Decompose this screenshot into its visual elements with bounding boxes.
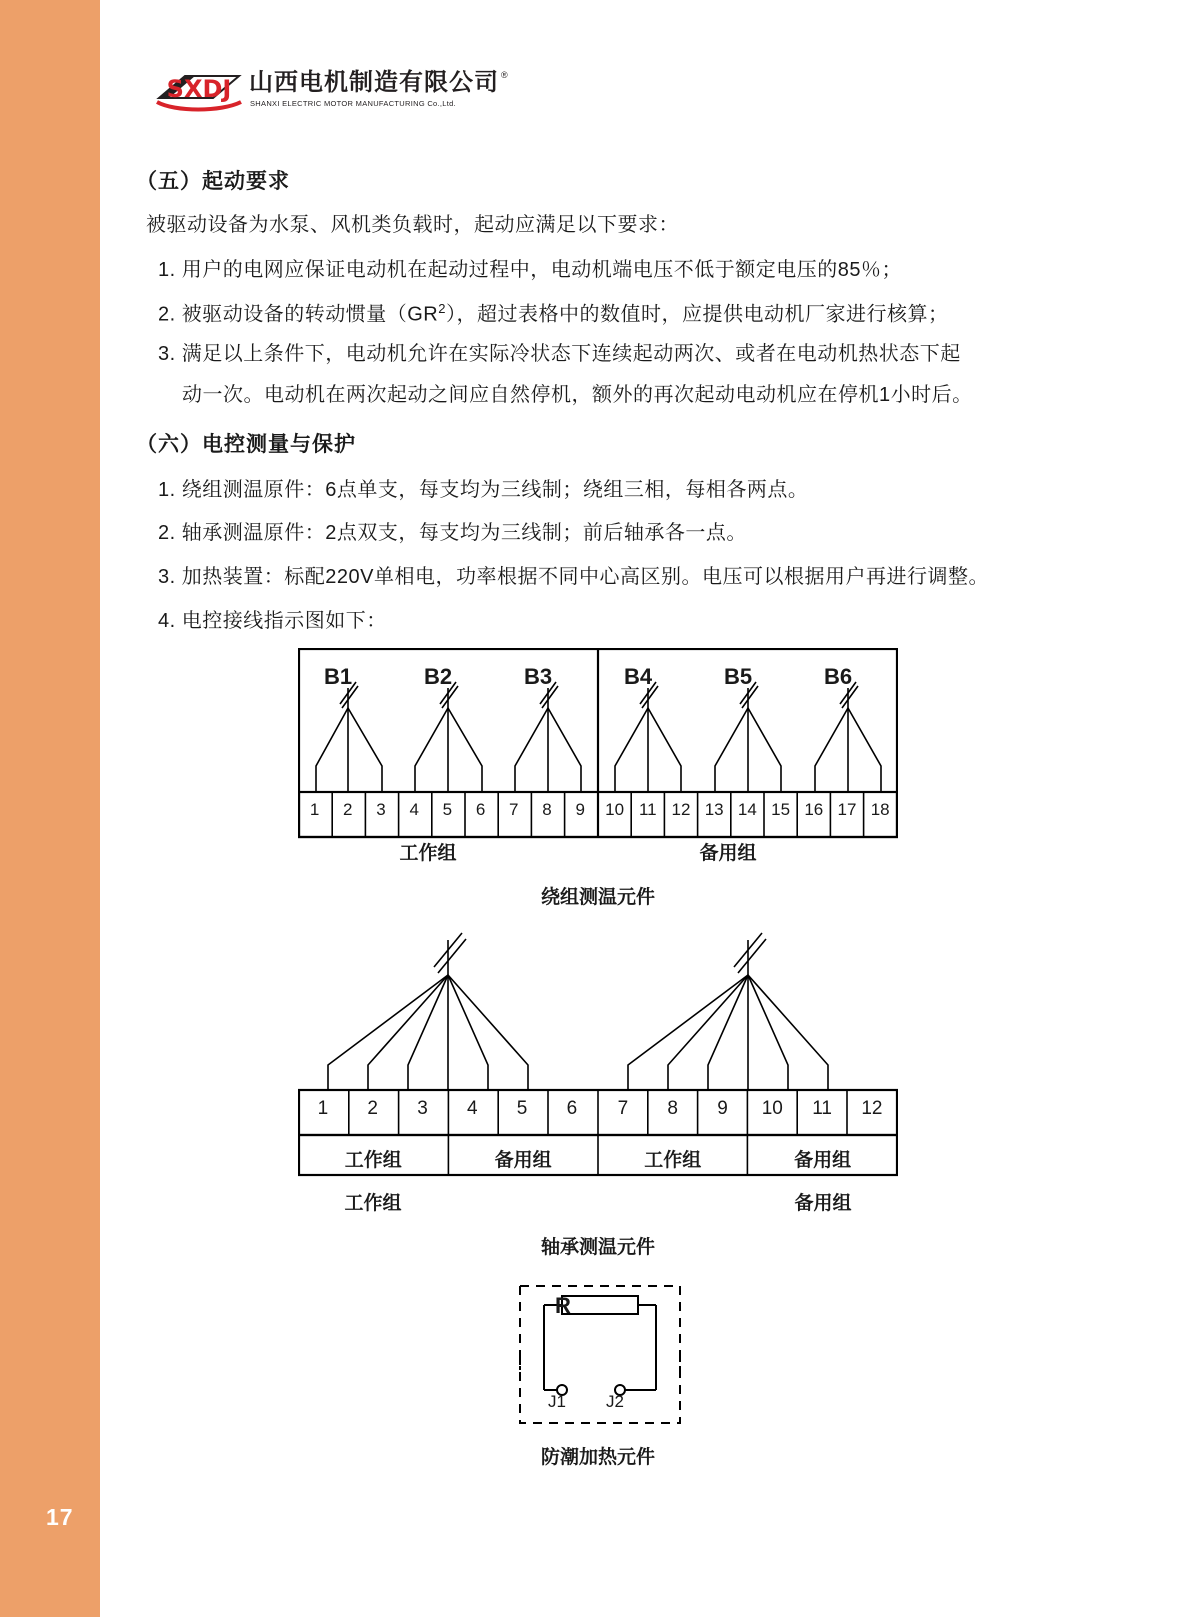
terminal-number: 4 [467,1098,478,1119]
registered-mark-icon: ® [501,70,508,81]
section-5-item-2-sup: 2 [438,301,446,316]
terminal-number: 11 [638,800,657,819]
terminal-number: 1 [309,800,320,819]
terminal-number: 14 [737,800,757,819]
logo-abbr: SXDJ [166,75,232,103]
terminal-number: 3 [376,800,386,819]
company-name-cn: 山西电机制造有限公司 [249,69,499,97]
terminal-number: 3 [417,1098,428,1119]
resistor-label: R [555,1293,571,1318]
terminal-number: 9 [717,1098,728,1119]
section-5-intro: 被驱动设备为水泵、风机类负载时，起动应满足以下要求： [146,214,679,236]
section-title-6: （六）电控测量与保护 [136,433,356,456]
page-number: 17 [46,1504,74,1530]
terminal-number: 6 [566,1098,578,1119]
terminal-number: 4 [409,800,419,819]
terminal-number: 12 [671,800,691,819]
section-5-item-2 [158,294,948,330]
terminal-number: 16 [804,800,824,819]
section-6-item-3: 3. 加热装置：标配220V单相电，功率根据不同中心高区别。电压可以根据用户再进行调整。 [158,566,989,588]
terminal-number: 10 [605,800,625,819]
heater-terminal-j2: J2 [606,1392,624,1411]
terminal-number: 5 [516,1098,528,1119]
terminal-number: 12 [861,1098,883,1119]
heater-terminal-j1: J1 [548,1392,566,1411]
terminal-number: 7 [509,800,519,819]
terminal-number: 6 [475,800,486,819]
section-5-item-3: 3. 满足以上条件下，电动机允许在实际冷状态下连续起动两次、或者在电动机热状态下起 [158,343,961,365]
terminal-number: 8 [667,1098,678,1119]
terminal-number: 5 [442,800,453,819]
bearing-group-left-label: 工作组 [344,1193,402,1214]
terminal-number: 8 [542,800,552,819]
section-title-5: （五）起动要求 [136,170,290,193]
winding-group-left-label: 工作组 [399,843,457,864]
bearing-subgroup-label: 工作组 [644,1150,702,1171]
section-5-item-2-main: 2. 被驱动设备的转动惯量（GR [158,303,439,326]
bearing-subgroup-label: 备用组 [494,1150,552,1171]
terminal-number: 2 [343,800,353,819]
sensor-label-b1: B1 [324,664,353,689]
winding-terminal-numbers [298,800,898,830]
bearing-group-right-label: 备用组 [794,1193,852,1214]
sensor-label-b6: B6 [824,664,853,689]
winding-sensor-labels [298,664,898,694]
page-sidebar [0,0,100,1617]
section-6-item-2: 2. 轴承测温原件：2点双支，每支均为三线制；前后轴承各一点。 [158,522,747,544]
terminal-number: 17 [837,800,857,819]
section-6-item-1: 1. 绕组测温原件：6点单支，每支均为三线制；绕组三相，每相各两点。 [158,479,809,501]
company-name-en: SHANXI ELECTRIC MOTOR MANUFACTURING Co.,Ltd. [250,98,457,108]
sensor-label-b4: B4 [624,664,653,689]
page-content [100,0,1200,1617]
terminal-number: 9 [575,800,585,819]
bearing-terminal-numbers [298,1098,898,1128]
section-5-item-1: 1. 用户的电网应保证电动机在起动过程中，电动机端电压不低于额定电压的85％； [158,259,902,281]
terminal-number: 11 [812,1098,832,1119]
terminal-number: 10 [761,1098,783,1119]
section-6-item-4: 4. 电控接线指示图如下： [158,610,387,632]
terminal-number: 1 [317,1098,329,1119]
bearing-subgroup-labels [298,1145,898,1175]
sensor-label-b2: B2 [424,664,453,689]
terminal-number: 18 [870,800,890,819]
bearing-diagram-caption: 轴承测温元件 [540,1237,655,1258]
logo-emblem-icon [155,68,243,110]
terminal-number: 13 [704,800,724,819]
company-logo [155,68,508,110]
section-5-item-2-rest: ），超过表格中的数值时，应提供电动机厂家进行核算； [445,303,949,326]
bearing-subgroup-label: 备用组 [794,1150,852,1171]
terminal-number: 2 [367,1098,378,1119]
sensor-label-b5: B5 [724,664,753,689]
heater-diagram-caption: 防潮加热元件 [540,1447,655,1468]
heater-diagram [500,1278,700,1438]
terminal-number: 7 [617,1098,629,1119]
winding-group-right-label: 备用组 [699,843,757,864]
sensor-label-b3: B3 [524,664,553,689]
section-5-item-3-cont: 动一次。电动机在两次起动之间应自然停机，额外的再次起动电动机应在停机1小时后。 [182,384,973,406]
terminal-number: 15 [771,800,791,819]
bearing-subgroup-label: 工作组 [344,1150,402,1171]
winding-diagram-caption: 绕组测温元件 [540,887,655,908]
